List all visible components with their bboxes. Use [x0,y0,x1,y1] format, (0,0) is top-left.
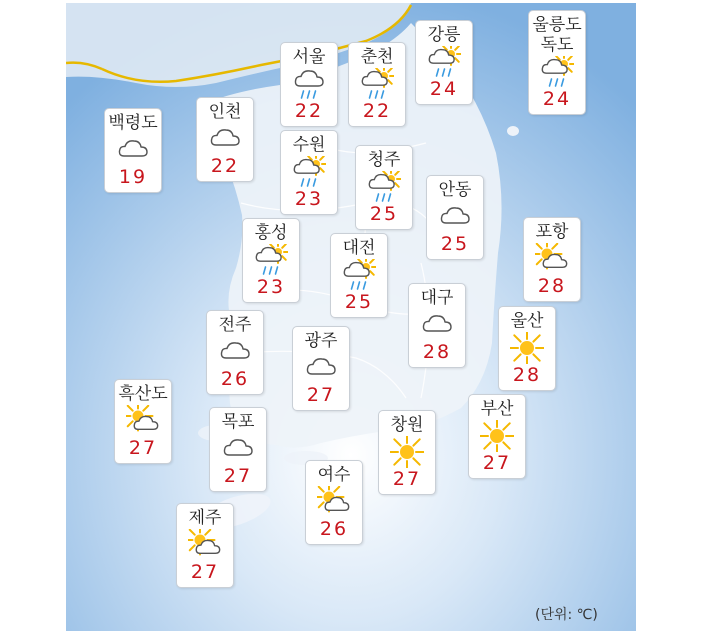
city-temperature: 27 [128,437,158,459]
city-name: 춘천 [360,47,394,67]
sun-icon [510,332,544,364]
city-name: 전주 [218,315,252,335]
city-card-changwon [378,410,436,495]
city-card-chuncheon [348,42,406,127]
cloud-icon [208,123,242,155]
city-temperature: 27 [392,468,422,490]
city-temperature: 27 [223,465,253,487]
city-temperature: 25 [440,233,470,255]
city-name: 강릉 [427,25,461,45]
city-name: 청주 [367,150,401,170]
city-card-daegu [408,283,466,368]
city-card-ulleungdo [528,10,586,115]
city-card-busan [468,394,526,479]
cloud-icon [218,336,252,368]
city-card-pohang [523,217,581,302]
city-card-gwangju [292,326,350,411]
city-temperature: 28 [537,275,567,297]
city-temperature: 26 [220,368,250,390]
cloud-sun-rain-icon [367,171,401,203]
city-temperature: 28 [422,341,452,363]
city-card-hongseong [242,218,300,303]
city-name: 목포 [221,412,255,432]
city-name: 인천 [208,102,242,122]
city-card-ulsan [498,306,556,391]
unit-label: (단위: ℃) [535,607,598,623]
city-temperature: 24 [542,88,572,110]
sun-icon [390,436,424,468]
cloud-rain-icon [292,68,326,100]
sun-icon [480,420,514,452]
city-temperature: 25 [369,203,399,225]
city-name: 광주 [304,331,338,351]
city-card-mokpo [209,407,267,492]
city-card-jeju [176,503,234,588]
cloud-icon [438,201,472,233]
city-temperature: 23 [256,276,286,298]
city-card-yeosu [305,460,363,545]
cloud-icon [420,309,454,341]
city-name: 울산 [510,311,544,331]
sun-cloud-icon [317,486,351,518]
city-name: 부산 [480,399,514,419]
city-card-heuksando [114,379,172,464]
city-temperature: 23 [294,188,324,210]
cloud-sun-rain-icon [254,244,288,276]
city-temperature: 27 [306,384,336,406]
cloud-sun-rain-icon [342,259,376,291]
city-card-cheongju [355,145,413,230]
city-name: 포항 [535,222,569,242]
city-temperature: 22 [210,155,240,177]
city-name: 대전 [342,238,376,258]
city-temperature: 26 [319,518,349,540]
city-card-suwon [280,130,338,215]
city-name: 제주 [188,508,222,528]
city-temperature: 25 [344,291,374,313]
city-name: 홍성 [254,223,288,243]
city-name: 백령도 [108,113,158,133]
city-card-baengnyeongdo [104,108,162,193]
city-card-andong [426,175,484,260]
city-temperature: 28 [512,364,542,386]
city-name: 수원 [292,135,326,155]
city-temperature: 24 [429,78,459,100]
city-name: 창원 [390,415,424,435]
sun-cloud-icon [126,405,160,437]
cloud-sun-rain-icon [427,46,461,78]
cloud-icon [221,433,255,465]
cloud-sun-rain-icon [540,56,574,88]
city-temperature: 22 [362,100,392,122]
city-card-daejeon [330,233,388,318]
city-card-jeonju [206,310,264,395]
city-card-gangneung [415,20,473,105]
cloud-icon [116,134,150,166]
sun-cloud-icon [535,243,569,275]
city-temperature: 19 [118,166,148,188]
city-temperature: 27 [190,561,220,583]
cloud-sun-rain-icon [292,156,326,188]
city-name: 안동 [438,180,472,200]
city-name: 울릉도 독도 [532,15,582,55]
city-name: 대구 [420,288,454,308]
city-temperature: 27 [482,452,512,474]
city-card-seoul [280,42,338,127]
city-name: 여수 [317,465,351,485]
city-card-incheon [196,97,254,182]
city-name: 서울 [292,47,326,67]
city-temperature: 22 [294,100,324,122]
cloud-sun-rain-icon [360,68,394,100]
city-name: 흑산도 [118,384,168,404]
sun-cloud-icon [188,529,222,561]
cloud-icon [304,352,338,384]
